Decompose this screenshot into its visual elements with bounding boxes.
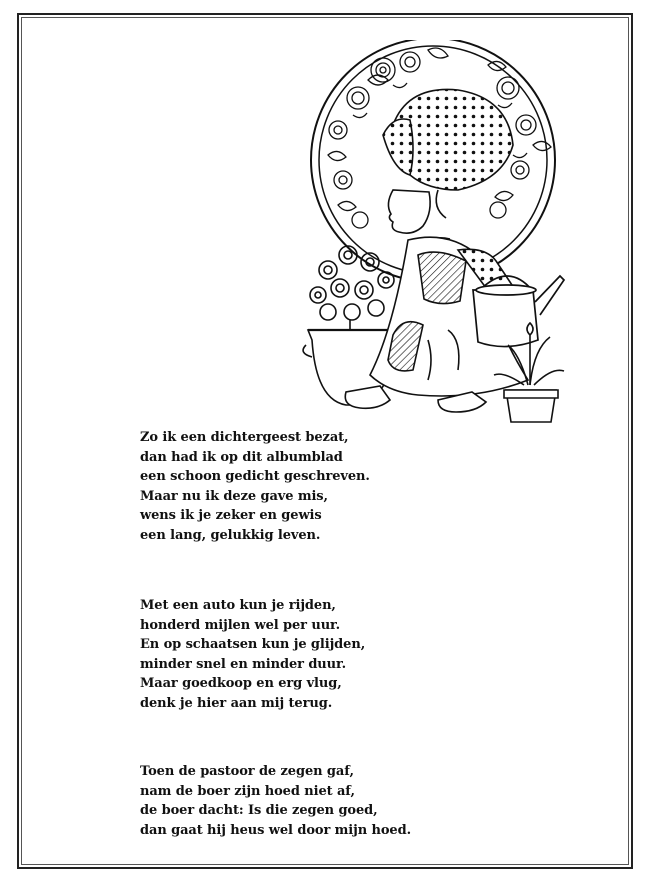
poem-line: de boer dacht: Is die zegen goed, bbox=[140, 803, 378, 818]
girl-with-watering-can-illustration bbox=[298, 40, 568, 425]
poem-line: dan had ik op dit albumblad bbox=[140, 449, 343, 465]
poem-2 bbox=[140, 596, 365, 713]
poem-line: Maar nu ik deze gave mis, bbox=[140, 488, 328, 504]
poem-line: minder snel en minder duur. bbox=[140, 656, 346, 672]
watering-can bbox=[473, 276, 564, 347]
poem-line: een schoon gedicht geschreven. bbox=[140, 469, 370, 484]
poem-line: denk je hier aan mij terug. bbox=[140, 695, 333, 711]
poem-line: Toen de pastoor de zegen gaf, bbox=[140, 764, 354, 779]
poem-line: En op schaatsen kun je glijden, bbox=[140, 637, 366, 652]
girl-face bbox=[388, 190, 450, 245]
poem-line: een lang, gelukkig leven. bbox=[140, 527, 321, 543]
poem-line: dan gaat hij heus wel door mijn hoed. bbox=[140, 822, 412, 838]
poem-line: wens ik je zeker en gewis bbox=[140, 508, 322, 523]
poem-line: nam de boer zijn hoed niet af, bbox=[140, 783, 355, 799]
poem-1 bbox=[140, 428, 370, 545]
poem-line: Met een auto kun je rijden, bbox=[140, 598, 336, 613]
poem-3 bbox=[140, 762, 411, 840]
poem-line: honderd mijlen wel per uur. bbox=[140, 617, 341, 633]
poem-line: Zo ik een dichtergeest bezat, bbox=[140, 430, 349, 445]
poem-line: Maar goedkoop en erg vlug, bbox=[140, 676, 342, 691]
